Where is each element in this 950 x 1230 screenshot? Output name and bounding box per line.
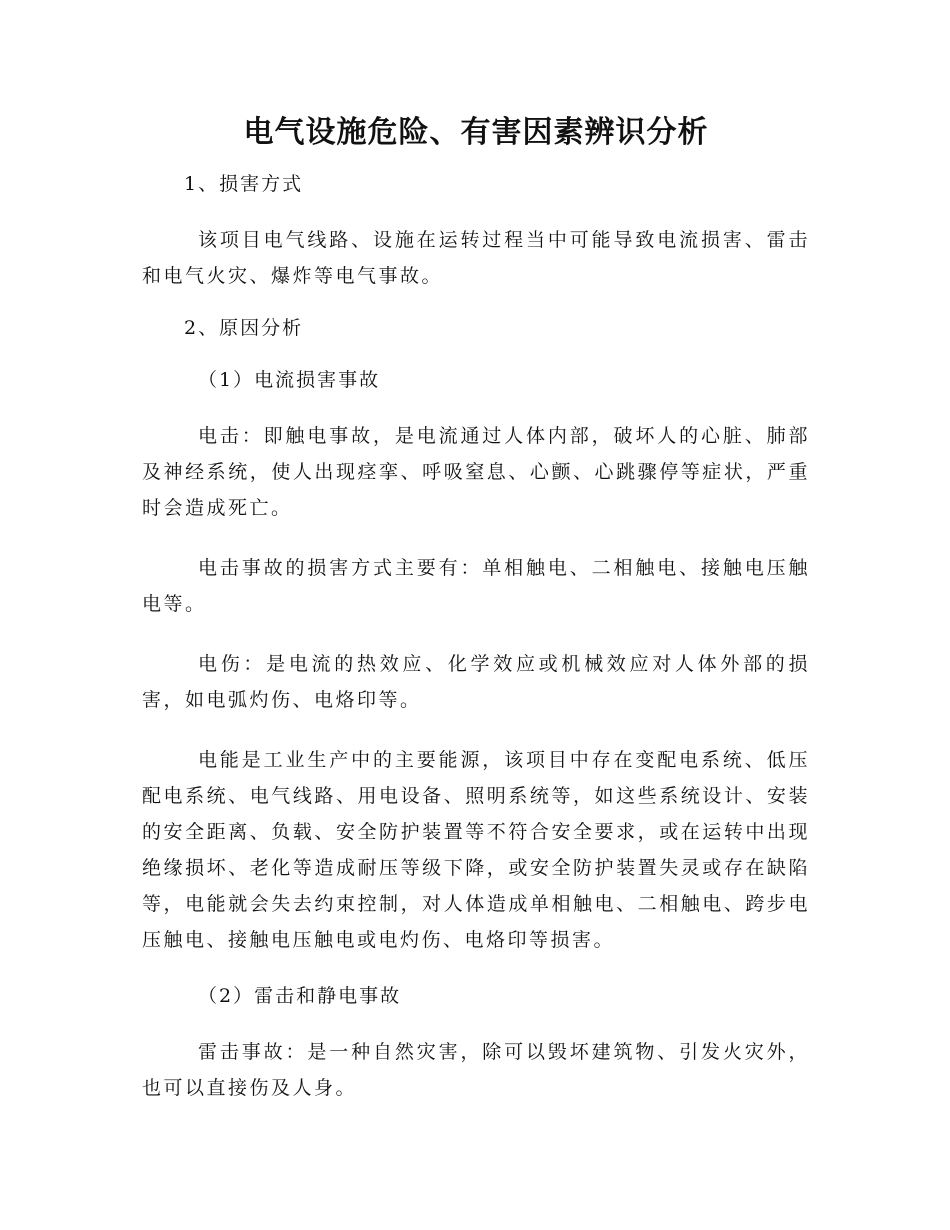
paragraph-electric-shock: 电击：即触电事故，是电流通过人体内部，破坏人的心脏、肺部及神经系统，使人出现痉挛、呼吸窒息、心颤、心跳骤停等症状，严重时会造成死亡。 [142,425,810,519]
subheading-electric-current-accident: （1）电流损害事故 [198,369,381,391]
subheading-lightning-static: （2）雷击和静电事故 [198,985,402,1007]
document-title: 电气设施危险、有害因素辨识分析 [243,115,709,150]
paragraph-shock-modes: 电击事故的损害方式主要有：单相触电、二相触电、接触电压触电等。 [142,557,810,615]
paragraph-damage-mode: 该项目电气线路、设施在运转过程当中可能导致电流损害、雷击和电气火灾、爆炸等电气事故。 [142,229,810,287]
section-heading-damage-mode: 1、损害方式 [184,173,304,195]
paragraph-electric-injury: 电伤：是电流的热效应、化学效应或机械效应对人体外部的损害，如电弧灼伤、电烙印等。 [142,653,810,711]
paragraph-lightning-accident: 雷击事故：是一种自然灾害，除可以毁坏建筑物、引发火灾外，也可以直接伤及人身。 [142,1041,810,1099]
section-heading-cause-analysis: 2、原因分析 [184,317,304,339]
paragraph-electric-energy: 电能是工业生产中的主要能源，该项目中存在变配电系统、低压配电系统、电气线路、用电设备、照明系统等，如这些系统设计、安装的安全距离、负载、安全防护装置等不符合安全要求，或在运转中出现绝缘损坏、老化等造成耐压等级下降，或安全防护装置失灵或存在缺陷等，电能就会失去约束控制，对人体造成单相触电、二相触电、跨步电压触电、接触电压触电或电灼伤、电烙印等损害。 [142,749,810,951]
